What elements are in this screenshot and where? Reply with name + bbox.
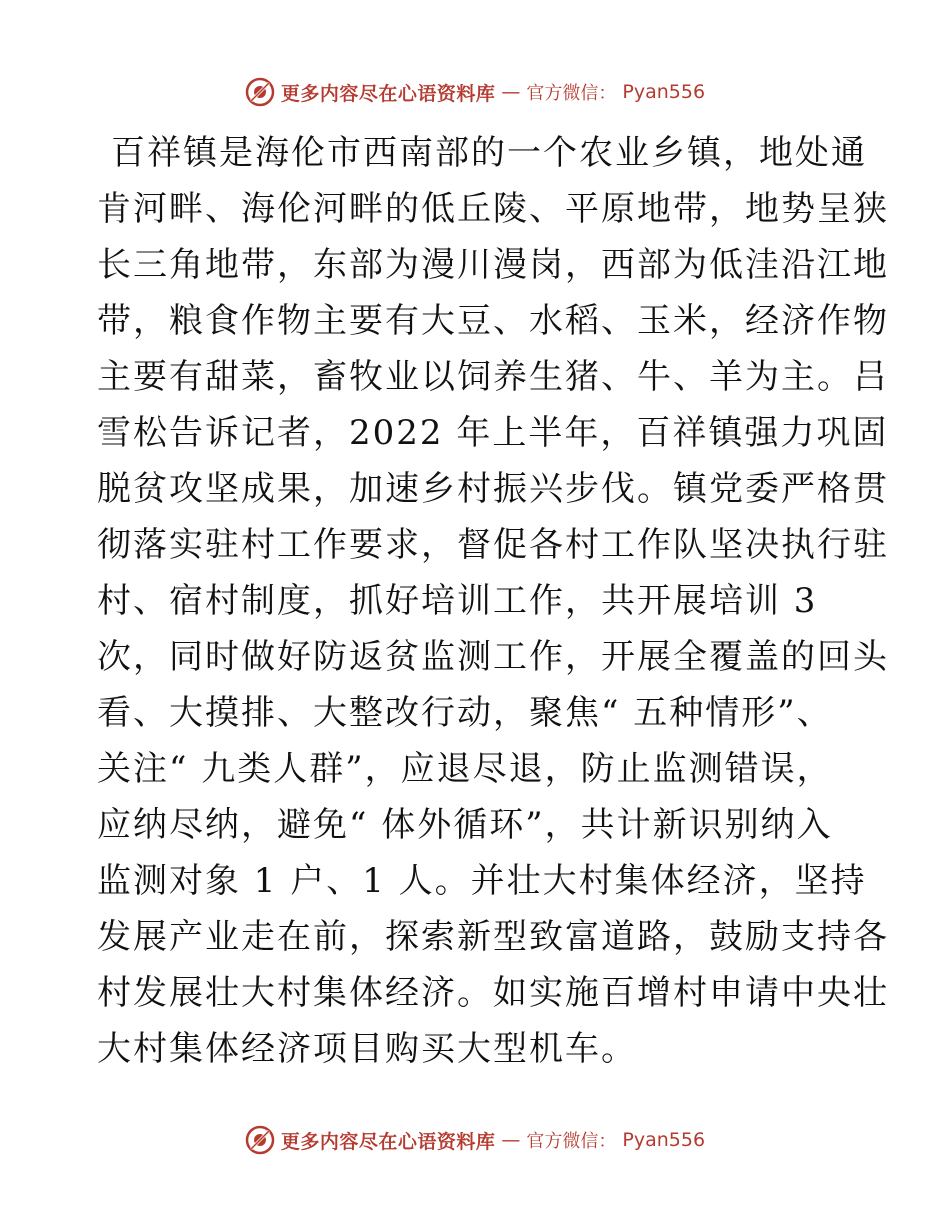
footer-wechat-id: Pyan556 (622, 1129, 706, 1151)
body-line: 应纳尽纳，避免“ 体外循环”，共计新识别纳入 (97, 805, 833, 845)
seal-logo-icon (245, 77, 275, 107)
header-separator: — (501, 81, 521, 103)
header-official-label: 官方微信： (526, 83, 617, 104)
footer-promo-text: 更多内容尽在心语资料库 (280, 1130, 496, 1153)
header-watermark-banner (0, 72, 950, 112)
seal-logo-icon (245, 1125, 275, 1155)
body-line: 彻落实驻村工作要求，督促各村工作队坚决执行驻 (97, 525, 889, 565)
body-line: 次，同时做好防返贫监测工作，开展全覆盖的回头 (97, 637, 889, 677)
body-line: 雪松告诉记者，2022 年上半年，百祥镇强力巩固 (97, 413, 889, 453)
footer-separator: — (501, 1129, 521, 1151)
body-line: 百祥镇是海伦市西南部的一个农业乡镇，地处通 (111, 133, 867, 173)
body-line: 关注“ 九类人群”，应退尽退，防止监测错误， (97, 749, 833, 789)
body-line: 长三角地带，东部为漫川漫岗，西部为低洼沿江地 (97, 245, 889, 285)
body-line: 大村集体经济项目购买大型机车。 (97, 1029, 637, 1069)
body-line: 村发展壮大村集体经济。如实施百增村申请中央壮 (97, 973, 889, 1013)
body-line: 肯河畔、海伦河畔的低丘陵、平原地带，地势呈狭 (97, 189, 889, 229)
body-line: 带，粮食作物主要有大豆、水稻、玉米，经济作物 (97, 301, 889, 341)
body-line: 脱贫攻坚成果，加速乡村振兴步伐。镇党委严格贯 (97, 469, 889, 509)
header-promo-text: 更多内容尽在心语资料库 (280, 82, 496, 105)
body-line: 看、大摸排、大整改行动，聚焦“ 五种情形”、 (97, 693, 833, 733)
body-line: 村、宿村制度，抓好培训工作，共开展培训 3 (97, 581, 818, 621)
body-line: 发展产业走在前，探索新型致富道路，鼓励支持各 (97, 917, 889, 957)
article-body (97, 125, 889, 1077)
body-line: 监测对象 1 户、1 人。并壮大村集体经济，坚持 (97, 861, 867, 901)
header-wechat-id: Pyan556 (622, 81, 706, 103)
body-line: 主要有甜菜，畜牧业以饲养生猪、牛、羊为主。吕 (97, 357, 889, 397)
footer-official-label: 官方微信： (526, 1131, 617, 1152)
footer-watermark-banner (0, 1120, 950, 1160)
